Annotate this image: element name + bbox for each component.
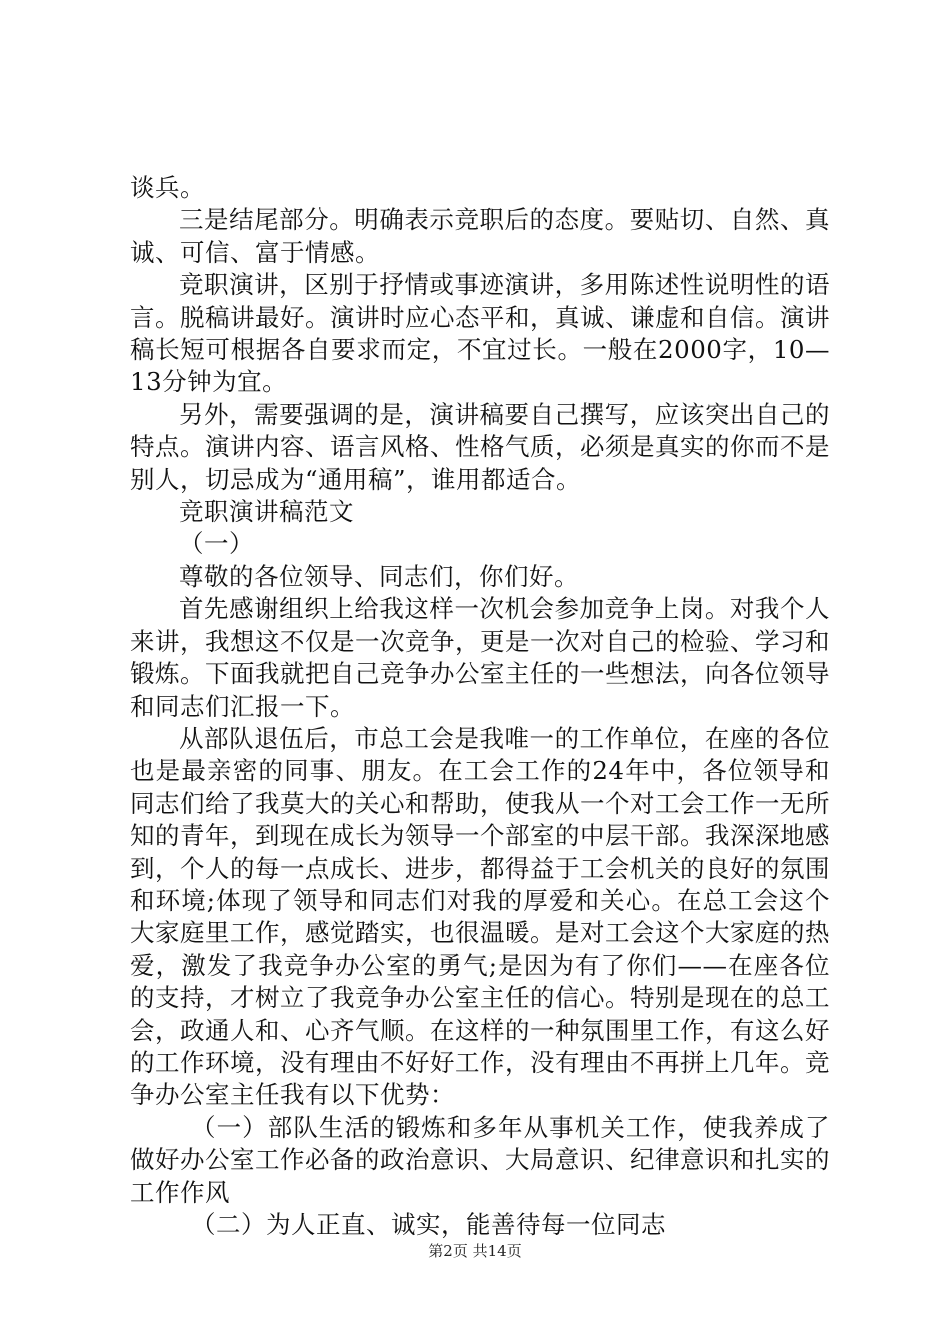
paragraph-speech-style: 竞职演讲，区别于抒情或事迹演讲，多用陈述性说明性的语言。脱稿讲最好。演讲时应心态平和，真诚、谦虚和自信。演讲稿长短可根据各自要求而定，不宜过长。一般在2000字，10—13分钟为宜。	[130, 270, 830, 397]
sample-number: （一）	[179, 529, 254, 559]
section-heading: 竞职演讲稿范文	[179, 497, 354, 527]
advantage-item-2: （二）为人正直、诚实，能善待每一位同志	[191, 1210, 666, 1239]
paragraph-background: 从部队退伍后，市总工会是我唯一的工作单位，在座的各位也是最亲密的同事、朋友。在工会工作的24年中，各位领导和同志们给了我莫大的关心和帮助，使我从一个对工会工作一无所知的青年，到现在成长为领导一个部室的中层干部。我深深地感到，个人的每一点成长、进步，都得益于工会机关的良好的氛围和环境;体现了领导和同志们对我的厚爱和关心。在总工会这个大家庭里工作，感觉踏实，也很温暖。是对工会这个大家庭的热爱，激发了我竞争办公室的勇气;是因为有了你们——在座各位的支持，才树立了我竞争办公室主任的信心。特别是现在的总工会，政通人和、心齐气顺。在这样的一种氛围里工作，有这么好的工作环境，没有理由不好好工作，没有理由不再拼上几年。竞争办公室主任我有以下优势：	[130, 723, 830, 1110]
paragraph-closing-section: 三是结尾部分。明确表示竞职后的态度。要贴切、自然、真诚、可信、富于情感。	[130, 205, 830, 267]
advantage-item-1: （一）部队生活的锻炼和多年从事机关工作，使我养成了做好办公室工作必备的政治意识、大局意识、纪律意识和扎实的工作作风	[130, 1112, 830, 1207]
paragraph-thanks: 首先感谢组织上给我这样一次机会参加竞争上岗。对我个人来讲，我想这不仅是一次竞争，更是一次对自己的检验、学习和锻炼。下面我就把自己竞争办公室主任的一些想法，向各位领导和同志们汇报一下。	[130, 594, 830, 721]
greeting: 尊敬的各位领导、同志们，你们好。	[179, 561, 579, 591]
page-footer: 第2页 共14页	[428, 1242, 522, 1260]
document-body	[130, 172, 830, 1241]
paragraph-emphasis: 另外，需要强调的是，演讲稿要自己撰写，应该突出自己的特点。演讲内容、语言风格、性格气质，必须是真实的你而不是别人，切忌成为“通用稿”，谁用都适合。	[130, 399, 830, 494]
paragraph-continuation: 谈兵。	[130, 173, 205, 202]
